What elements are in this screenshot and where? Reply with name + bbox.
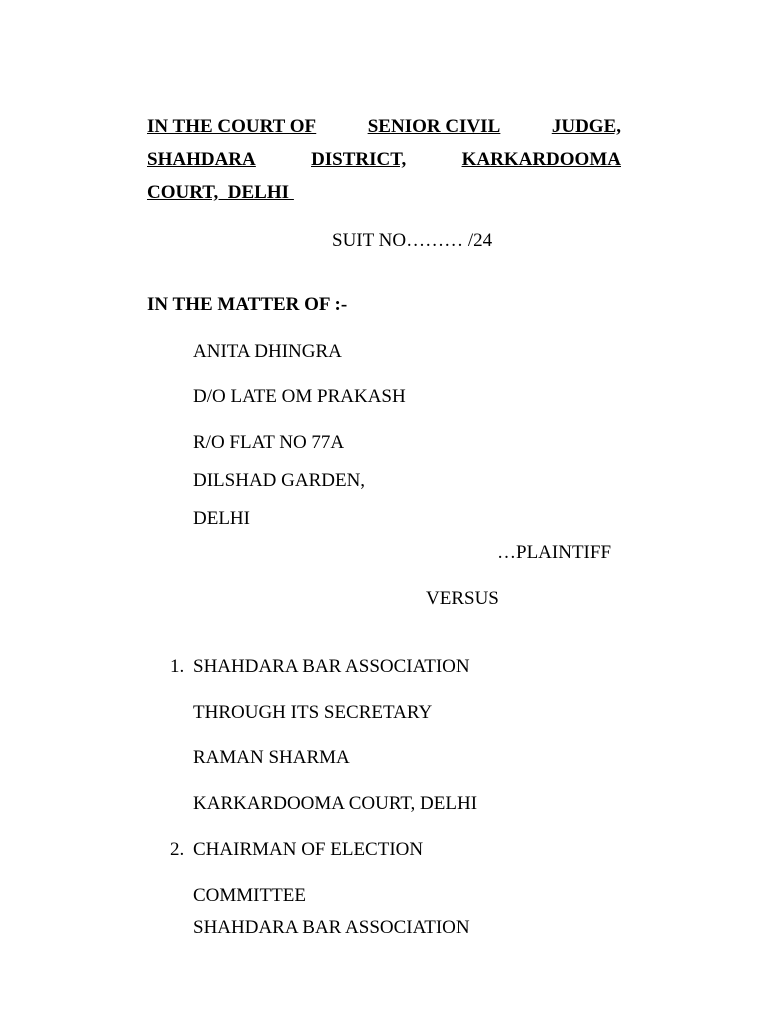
court-heading-line-1 <box>147 116 621 138</box>
court-heading-line-3 <box>147 182 621 204</box>
defendant-line: KARKARDOOMA COURT, DELHI <box>193 793 478 814</box>
plaintiff-name: ANITA DHINGRA <box>193 341 342 362</box>
court-heading-word: SHAHDARA <box>147 149 256 170</box>
versus-label: VERSUS <box>426 588 499 609</box>
court-heading-word: SENIOR CIVIL <box>367 116 501 137</box>
defendant-line: SHAHDARA BAR ASSOCIATION <box>193 917 470 938</box>
defendant-number: 1. <box>170 656 185 677</box>
court-heading-word: DISTRICT, <box>311 149 407 170</box>
court-heading-word: KARKARDOOMA <box>461 149 621 170</box>
plaintiff-address-line-3: DELHI <box>193 508 250 529</box>
plaintiff-role: …PLAINTIFF <box>497 542 612 563</box>
defendant-number: 2. <box>170 839 185 860</box>
plaintiff-address-line-1: R/O FLAT NO 77A <box>193 432 345 453</box>
defendant-line: THROUGH ITS SECRETARY <box>193 702 433 723</box>
matter-heading: IN THE MATTER OF :- <box>147 294 348 315</box>
suit-number: SUIT NO……… /24 <box>332 230 493 251</box>
defendant-line: SHAHDARA BAR ASSOCIATION <box>193 656 470 677</box>
court-heading-word: JUDGE, <box>551 116 621 137</box>
court-heading-line-2 <box>147 149 621 171</box>
plaintiff-parent: D/O LATE OM PRAKASH <box>193 386 406 407</box>
defendant-line: RAMAN SHARMA <box>193 747 350 768</box>
defendant-line: COMMITTEE <box>193 885 306 906</box>
plaintiff-address-line-2: DILSHAD GARDEN, <box>193 470 366 491</box>
court-heading-word: COURT, DELHI <box>147 182 294 203</box>
court-heading-word: IN THE COURT OF <box>147 116 317 137</box>
defendant-line: CHAIRMAN OF ELECTION <box>193 839 424 860</box>
